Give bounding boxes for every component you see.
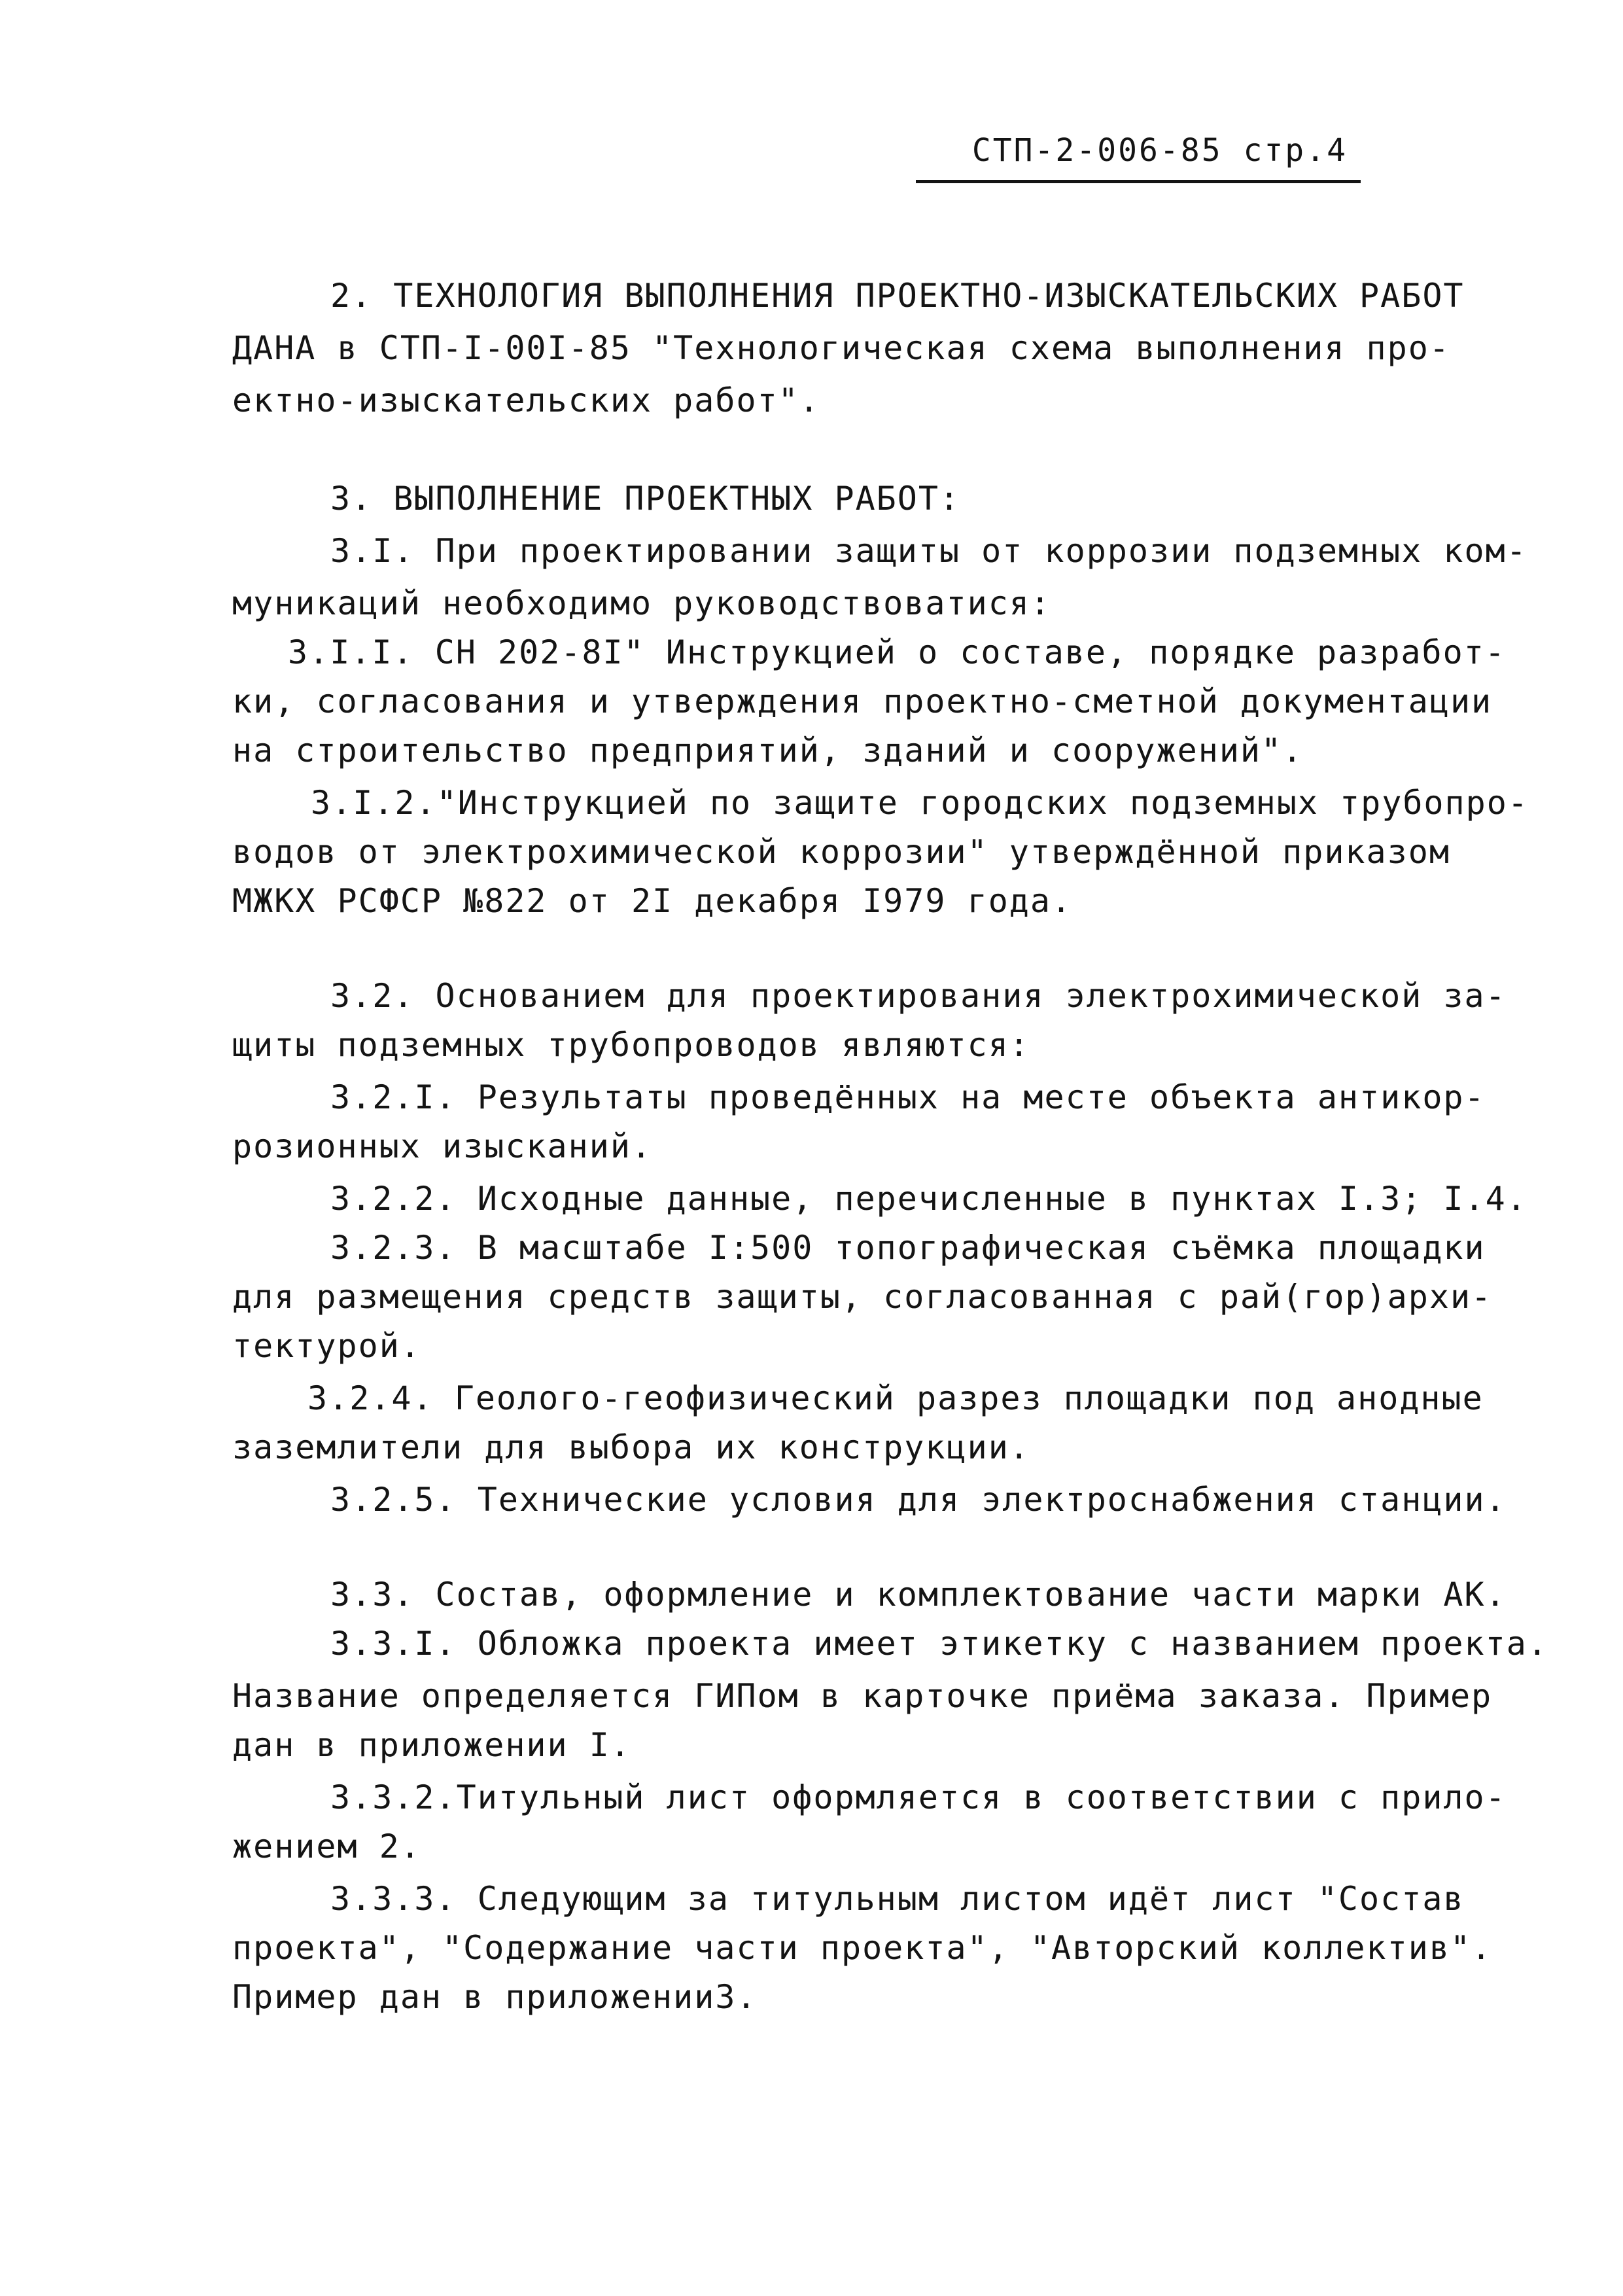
item-3-2-line-1: 3.2. Основанием для проектирования электрохимической за-: [330, 977, 1507, 1015]
item-3-1-line-1: 3.I. При проектировании защиты от коррозии подземных ком-: [330, 532, 1527, 570]
item-3-1-2-line-1: 3.I.2."Инструкцией по защите городских подземных трубопро-: [311, 784, 1529, 822]
item-3-1-line-2: муникаций необходимо руководствоватися:: [232, 584, 1051, 622]
section-2-line-3: ектно-изыскательских работ".: [232, 381, 820, 419]
item-3-3-3-line-2: проекта", "Содержание части проекта", "Авторский коллектив".: [232, 1929, 1493, 1967]
item-3-3-1-line-3: дан в приложении I.: [232, 1726, 631, 1764]
section-2-line-2: ДАНА в СТП-I-00I-85 "Технологическая схема выполнения про-: [232, 329, 1450, 367]
item-3-2-4-line-2: заземлители для выбора их конструкции.: [232, 1428, 1030, 1466]
item-3-2-3-line-3: тектурой.: [232, 1327, 421, 1365]
item-3-1-1-line-3: на строительство предприятий, зданий и сооружений".: [232, 732, 1304, 769]
item-3-1-1-line-2: ки, согласования и утверждения проектно-сметной документации: [232, 682, 1493, 720]
item-3-2-4-line-1: 3.2.4. Геолого-геофизический разрез площадки под анодные: [307, 1379, 1484, 1417]
item-3-3: 3.3. Состав, оформление и комплектование части марки АК.: [330, 1576, 1507, 1614]
item-3-2-3-line-1: 3.2.3. В масштабе I:500 топографическая съёмка площадки: [330, 1229, 1486, 1267]
item-3-1-2-line-2: водов от электрохимической коррозии" утверждённой приказом: [232, 833, 1450, 871]
item-3-3-1-line-2: Название определяется ГИПом в карточке приёма заказа. Пример: [232, 1677, 1493, 1715]
item-3-3-2-line-2: жением 2.: [232, 1828, 421, 1865]
item-3-2-1-line-1: 3.2.I. Результаты проведённых на месте объекта антикор-: [330, 1078, 1486, 1116]
item-3-2-line-2: щиты подземных трубопроводов являются:: [232, 1026, 1030, 1064]
item-3-2-2: 3.2.2. Исходные данные, перечисленные в пунктах I.3; I.4.: [330, 1180, 1527, 1218]
item-3-1-2-line-3: МЖКХ РСФСР №822 от 2I декабря I979 года.: [232, 882, 1073, 920]
item-3-3-3-line-3: Пример дан в приложении3.: [232, 1978, 758, 2016]
section-3-heading: 3. ВЫПОЛНЕНИЕ ПРОЕКТНЫХ РАБОТ:: [330, 480, 961, 518]
document-reference-header: СТП-2-006-85 стр.4: [916, 124, 1361, 183]
item-3-3-1-line-1: 3.3.I. Обложка проекта имеет этикетку с названием проекта.: [330, 1625, 1548, 1663]
item-3-3-3-line-1: 3.3.3. Следующим за титульным листом идёт лист "Состав: [330, 1880, 1465, 1918]
section-2-heading: 2. ТЕХНОЛОГИЯ ВЫПОЛНЕНИЯ ПРОЕКТНО-ИЗЫСКАТЕЛЬСКИХ РАБОТ: [330, 277, 1465, 315]
item-3-2-1-line-2: розионных изысканий.: [232, 1127, 653, 1165]
item-3-2-5: 3.2.5. Технические условия для электроснабжения станции.: [330, 1481, 1507, 1519]
item-3-3-2-line-1: 3.3.2.Титульный лист оформляется в соответствии с прило-: [330, 1778, 1507, 1816]
item-3-1-1-line-1: 3.I.I. СН 202-8I" Инструкцией о составе, порядке разработ-: [288, 633, 1506, 671]
item-3-2-3-line-2: для размещения средств защиты, согласованная с рай(гор)архи-: [232, 1278, 1493, 1316]
